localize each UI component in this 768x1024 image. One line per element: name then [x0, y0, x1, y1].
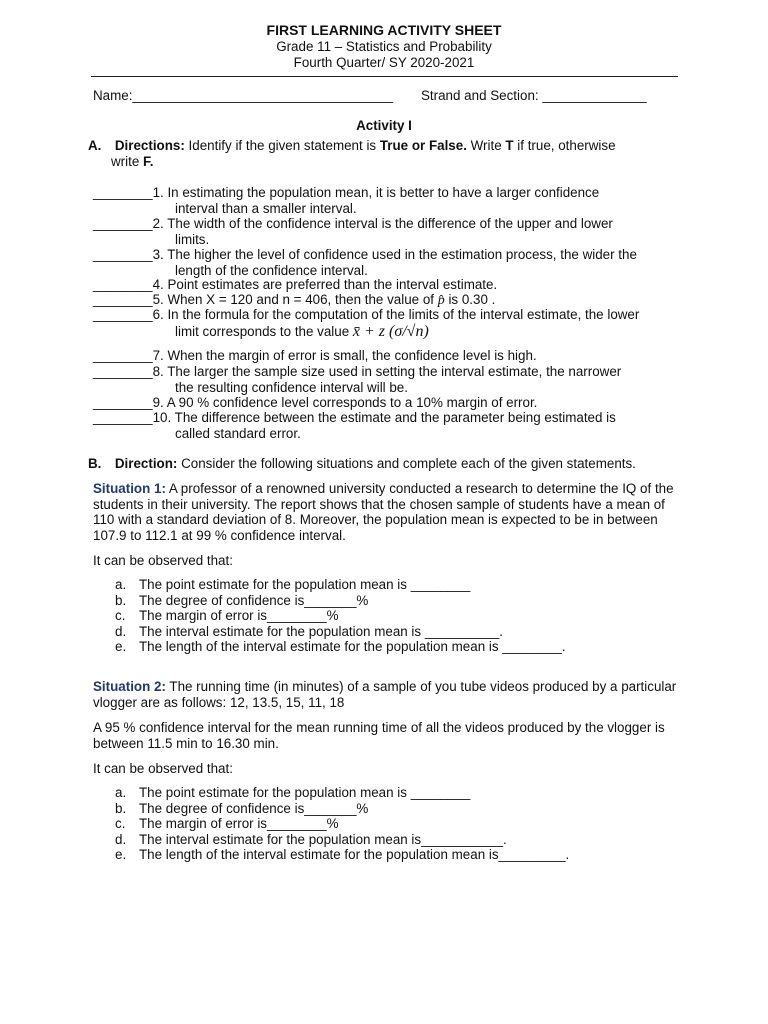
item-text: ________4. Point estimates are preferred than the interval estimate.: [93, 277, 498, 292]
item-text-cont: limit corresponds to the value: [175, 323, 353, 339]
header-divider: [91, 76, 678, 77]
part-b-letter: B.: [88, 456, 102, 471]
part-b-directions: [88, 456, 636, 472]
item-text: ________8. The larger the sample size used in setting the interval estimate, the narrower: [93, 364, 622, 379]
true-false-text: True or False.: [379, 138, 467, 153]
situation-2-item[interactable]: [115, 801, 368, 817]
true-false-item[interactable]: [93, 247, 683, 278]
item-letter: b.: [115, 593, 127, 608]
situation-2-item[interactable]: [115, 816, 338, 832]
f-letter: F.: [143, 154, 154, 169]
item-text: The length of the interval estimate for the population mean is_________.: [139, 847, 570, 862]
observe-text: It can be observed that:: [93, 761, 233, 776]
part-a-directions: [88, 138, 616, 154]
situation-1-item[interactable]: [115, 624, 503, 640]
direction-text: Consider the following situations and complete each of the given statements.: [177, 456, 636, 471]
item-text: ________9. A 90 % confidence level corresponds to a 10% margin of error.: [93, 395, 538, 410]
t-letter: T: [505, 138, 514, 153]
name-field[interactable]: Name:___________________________________: [93, 88, 394, 103]
item-letter: a.: [115, 577, 127, 592]
item-text-cont: length of the confidence interval.: [175, 262, 368, 278]
directions-text-1: Identify if the given statement is: [184, 138, 380, 153]
situation-2-item[interactable]: [115, 847, 569, 863]
situation-1-paragraph: [93, 481, 678, 543]
item-letter: e.: [115, 639, 127, 654]
directions-text-2: Write: [466, 138, 506, 153]
situation-1-item[interactable]: [115, 639, 566, 655]
true-false-item[interactable]: [93, 277, 683, 293]
item-text: The degree of confidence is_______%: [139, 801, 369, 816]
item-text: The margin of error is________%: [139, 608, 339, 623]
item-text: ________2. The width of the confidence interval is the difference of the upper and lower: [93, 216, 613, 231]
true-false-item[interactable]: [93, 307, 683, 339]
item-letter: c.: [115, 608, 126, 623]
item-text: The interval estimate for the population mean is___________.: [139, 832, 507, 847]
item-text-cont: limits.: [175, 231, 210, 247]
item-letter: a.: [115, 785, 127, 800]
p-hat-symbol: p̂: [437, 293, 445, 308]
item-text-end: is 0.30 .: [444, 292, 496, 307]
situation-2-label: Situation 2:: [93, 679, 166, 694]
part-a-directions-line2: [111, 154, 153, 170]
part-a-letter: A.: [88, 138, 102, 153]
item-text: ________10. The difference between the estimate and the parameter being estimated is: [93, 410, 616, 425]
directions-text-3: if true, otherwise: [513, 138, 616, 153]
item-letter: d.: [115, 832, 127, 847]
true-false-item[interactable]: [93, 185, 683, 216]
item-text: The margin of error is________%: [139, 816, 339, 831]
item-text: ________1. In estimating the population mean, it is better to have a larger confidence: [93, 185, 600, 200]
situation-2-item[interactable]: [115, 785, 470, 801]
item-letter: b.: [115, 801, 127, 816]
true-false-item[interactable]: [93, 348, 683, 364]
situation-1-item[interactable]: [115, 593, 368, 609]
item-letter: e.: [115, 847, 127, 862]
item-text: The point estimate for the population mean is ________: [139, 785, 471, 800]
situation-2-ci-text: A 95 % confidence interval for the mean running time of all the videos produced by the vlogger is between 11.5 min to 16.30 min.: [93, 720, 665, 751]
situation-1-item[interactable]: [115, 608, 338, 624]
strand-section-field[interactable]: Strand and Section: ______________: [421, 88, 647, 103]
situation-2-text: The running time (in minutes) of a sample of you tube videos produced by a particular vlogger are as follows: 12, 13.5, 15, 11, 18: [93, 679, 677, 710]
situation-1-text: A professor of a renowned university conducted a research to determine the IQ of the students in their university. The report shows that the chosen sample of students have a mean of 110 with a standard deviation of 8. Moreover, the population mean is expected to be in between 107.9 to 112.1 at 99 % confidence interval.: [93, 481, 674, 543]
activity-title: Activity I: [356, 118, 412, 133]
item-text-cont: interval than a smaller interval.: [175, 200, 357, 216]
sheet-title: FIRST LEARNING ACTIVITY SHEET: [266, 22, 502, 38]
true-false-item[interactable]: [93, 395, 683, 411]
situation-2-item[interactable]: [115, 832, 507, 848]
item-text: The interval estimate for the population mean is __________.: [139, 624, 504, 639]
sheet-subject: Grade 11 – Statistics and Probability: [276, 39, 492, 54]
sheet-quarter: Fourth Quarter/ SY 2020-2021: [293, 55, 475, 70]
situation-1-item[interactable]: [115, 577, 470, 593]
true-false-item[interactable]: [93, 364, 683, 395]
directions-line2-prefix: write: [111, 154, 143, 169]
item-text: ________6. In the formula for the computation of the limits of the interval estimate, the lower: [93, 307, 640, 322]
direction-label: Direction:: [114, 456, 178, 471]
situation-1-label: Situation 1:: [93, 481, 166, 496]
item-text-cont: the resulting confidence interval will be.: [175, 379, 408, 395]
item-text: The degree of confidence is_______%: [139, 593, 369, 608]
item-text: ________5. When X = 120 and n = 406, then the value of: [93, 292, 438, 307]
item-text: The point estimate for the population mean is ________: [139, 577, 471, 592]
true-false-item[interactable]: [93, 410, 683, 441]
situation-2-paragraph: [93, 679, 678, 710]
item-text: ________7. When the margin of error is small, the confidence level is high.: [93, 348, 537, 363]
lower-limit-formula: x̄ + z (σ/√n): [352, 322, 429, 340]
item-text: The length of the interval estimate for the population mean is ________.: [139, 639, 566, 654]
observe-text: It can be observed that:: [93, 553, 233, 568]
directions-label: Directions:: [114, 138, 185, 153]
item-text: ________3. The higher the level of confidence used in the estimation process, the wider the: [93, 247, 637, 262]
true-false-item[interactable]: [93, 216, 683, 247]
item-letter: c.: [115, 816, 126, 831]
item-letter: d.: [115, 624, 127, 639]
item-text-cont: called standard error.: [175, 425, 301, 441]
